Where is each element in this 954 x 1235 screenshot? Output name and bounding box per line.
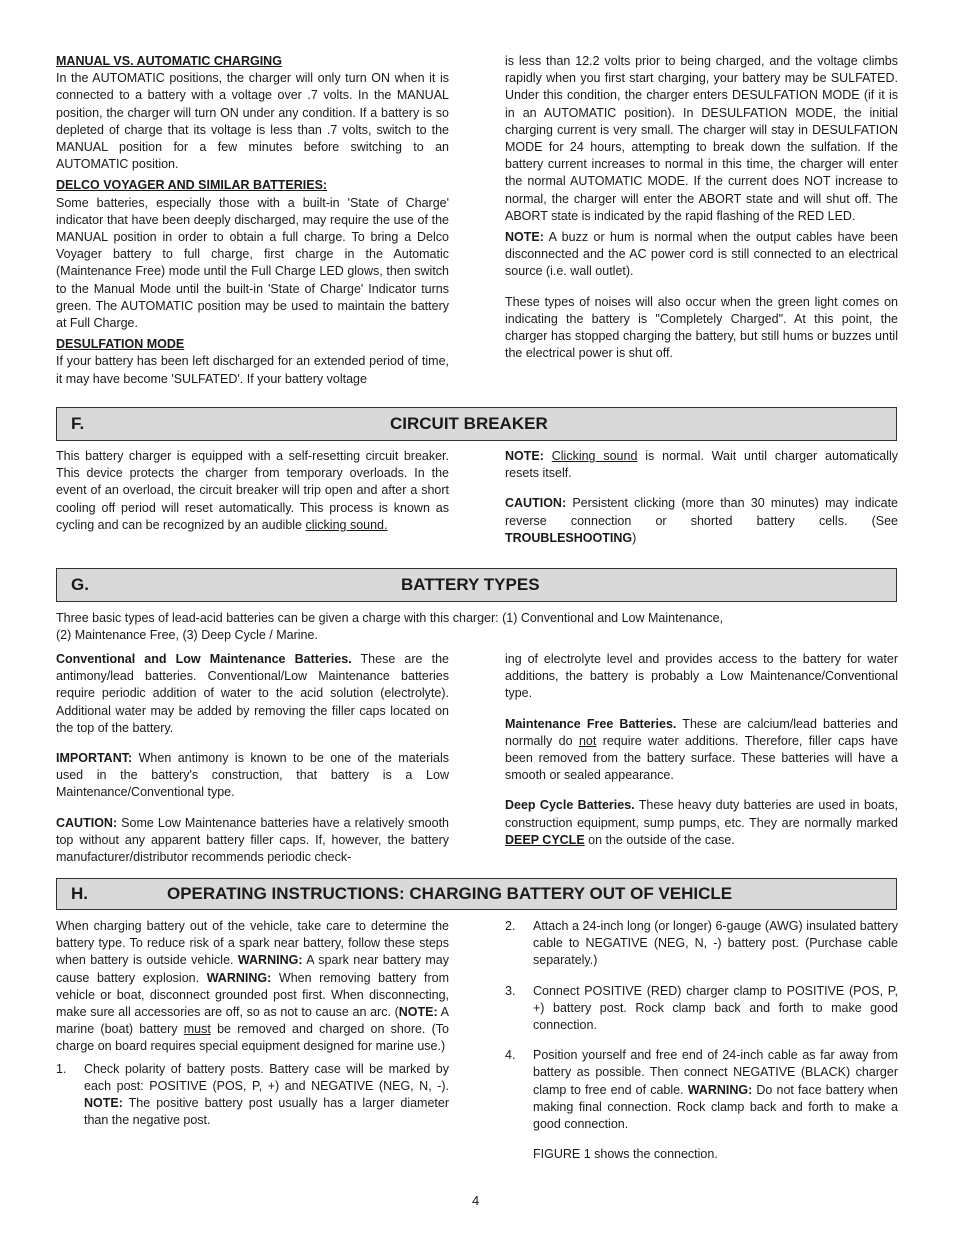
section-g-title: BATTERY TYPES	[401, 575, 540, 595]
important-label: IMPORTANT:	[56, 751, 133, 766]
intro-line-2: (2) Maintenance Free, (3) Deep Cycle / Marine.	[56, 628, 318, 643]
note-clicking-sound: Clicking sound	[551, 449, 638, 463]
marine-note-label: NOTE:	[398, 1005, 438, 1020]
step-4-warning: WARNING:	[687, 1082, 753, 1097]
desulfation-body-right: is less than 12.2 volts prior to being charged, and the voltage climbs rapidly when you first start charging, your battery may be SULFATED. Under this condition, the charger enters DESULFATION MODE (if it is in an AUTOMATIC position). In DESULFATION MODE, the initial charging current is very small. The charger will stay in DESULFATION MODE for 24 hours, attempting to break down the sulfation. If the battery current increases to normal in this time, the charger will enter the normal AUTOMATIC MODE. If the current does NOT increase to normal, the charger will enter the ABORT state and will shut off. The ABORT state is indicated by the rapid flashing of the RED LED.	[505, 54, 898, 223]
step-1-a: Check polarity of battery posts. Battery case will be marked by each post: POSITIVE (POS, P, +) and NEGATIVE (NEG, N, -).	[84, 1061, 449, 1093]
noise-note-label: NOTE:	[505, 230, 544, 245]
caution-text: Persistent clicking (more than 30 minutes) may indicate reverse connection or shorted battery cells. (See	[505, 496, 898, 528]
step-1-number: 1.	[56, 1061, 67, 1076]
troubleshooting-ref: TROUBLESHOOTING	[505, 530, 633, 545]
step-4-number: 4.	[505, 1048, 516, 1063]
section-f-title: CIRCUIT BREAKER	[390, 414, 548, 434]
note-label: NOTE:	[505, 449, 544, 463]
step-1	[56, 1061, 449, 1130]
step-3	[505, 983, 898, 1035]
dc-label: Deep Cycle Batteries.	[505, 798, 635, 813]
low-maintenance-caution	[56, 815, 449, 867]
section-f-header	[56, 407, 897, 441]
battery-types-intro	[56, 610, 856, 644]
figure-reference: FIGURE 1 shows the connection.	[533, 1147, 718, 1162]
important-note	[56, 750, 449, 802]
desulfation-heading: DESULFATION MODE	[56, 337, 185, 352]
section-f-left	[56, 448, 449, 534]
note-text: is normal. Wait until charger automatically resets itself.	[505, 449, 898, 481]
section-h-right	[505, 918, 898, 1163]
mf-not: not	[578, 733, 597, 748]
caution-end: )	[632, 530, 637, 545]
section-f-right	[505, 448, 898, 547]
intro-d: A marine (boat) battery	[56, 1005, 449, 1037]
mf-label: Maintenance Free Batteries.	[505, 716, 677, 731]
step-1-note: NOTE:	[84, 1096, 123, 1111]
mf-text-1: These are calcium/lead batteries and normally do	[505, 716, 898, 748]
intro-a: When charging battery out of the vehicle, take care to determine the battery type. To reduce risk of a spark near battery, follow these steps when battery is outside vehicle.	[56, 919, 449, 968]
conventional-label: Conventional and Low Maintenance Batteries.	[56, 652, 352, 666]
conventional-batteries	[56, 651, 449, 737]
step-2-number: 2.	[505, 919, 516, 933]
dc-text-2: on the outside of the case.	[584, 832, 735, 847]
noise-note-text: A buzz or hum is normal when the output cables have been disconnected and the AC power cord is still connected to an electrical source (i.e. wall outlet).	[505, 230, 898, 279]
step-4	[505, 1047, 898, 1133]
noise-note	[505, 229, 898, 281]
caution-label: CAUTION:	[505, 496, 567, 511]
left-column-top	[56, 53, 449, 388]
circuit-breaker-caution	[505, 495, 898, 547]
step-2	[505, 918, 898, 970]
g-caution-text: Some Low Maintenance batteries have a relatively smooth top without any apparent battery filler caps. If, however, the battery manufacturer/distributor recommends periodic check-	[56, 815, 449, 865]
intro-e: be removed and charged on shore. (To charge on board requires special equipment designed for marine use.)	[56, 1022, 449, 1054]
right-column-top	[505, 53, 898, 362]
deep-cycle-batteries	[505, 797, 898, 849]
delco-body: Some batteries, especially those with a built-in 'State of Charge' indicator that have been deeply discharged, may require the use of the MANUAL position in order to obtain a full charge. To bring a Delco Voyager battery to full charge, first charge in the Automatic (Maintenance Free) mode until the Full Charge LED glows, then switch to the Manual Mode until the built-in 'State of Charge' Indicator turns green. The AUTOMATIC position may be used to maintain the battery at Full Charge.	[56, 195, 449, 331]
step-3-number: 3.	[505, 983, 516, 998]
delco-heading: DELCO VOYAGER AND SIMILAR BATTERIES:	[56, 178, 328, 193]
circuit-breaker-note	[505, 448, 898, 482]
section-h-title: OPERATING INSTRUCTIONS: CHARGING BATTERY OUT OF VEHICLE	[167, 884, 733, 904]
step-1-text	[84, 1061, 449, 1130]
desulfation-body-left: If your battery has been left discharged for an extended period of time, it may have become 'SULFATED'. If your battery voltage	[56, 354, 449, 386]
section-h-letter: H.	[71, 884, 88, 904]
mf-text-2: require water additions. Therefore, filler caps have been removed from the battery surface. These batteries will have a smooth or sealed appearance.	[505, 733, 898, 783]
dc-text-1: These heavy duty batteries are used in boats, construction equipment, sump pumps, etc. They are normally marked	[505, 798, 898, 830]
circuit-breaker-text: This battery charger is equipped with a self-resetting circuit breaker. This device protects the charger from temporary overloads. In the event of an overload, the circuit breaker will trip open and after a short cooling off period will reset automatically. This process is known as cycling and can be recognized by an audible	[56, 449, 449, 532]
section-g-right	[505, 651, 898, 849]
step-1-b: The positive battery post usually has a larger diameter than the negative post.	[84, 1096, 449, 1128]
warning-1: WARNING:	[237, 953, 303, 968]
deep-cycle-mark: DEEP CYCLE	[505, 832, 585, 847]
section-g-header	[56, 568, 897, 602]
important-text: When antimony is known to be one of the materials used in the battery's construction, that battery is a Low Maintenance/Conventional type.	[56, 751, 449, 800]
noise-note-2: These types of noises will also occur when the green light comes on indicating the battery is "Completely Charged". At this point, the charger has stopped charging the battery, but still hums or buzzes until the electrical power is shut off.	[505, 294, 898, 361]
section-g-left	[56, 651, 449, 866]
manual-auto-heading: MANUAL VS. AUTOMATIC CHARGING	[56, 54, 282, 68]
step-4-text	[533, 1047, 898, 1133]
g-caution-label: CAUTION:	[56, 815, 118, 830]
circuit-breaker-body	[56, 448, 449, 534]
step-3-text: Connect POSITIVE (RED) charger clamp to POSITIVE (POS, P, +) battery post. Rock clamp back and forth to make good connection.	[533, 983, 898, 1033]
manual-auto-body: In the AUTOMATIC positions, the charger will only turn ON when it is connected to a battery with a voltage over .7 volts. In the MANUAL position, the charger will turn ON under any condition. If a battery is so depleted of charge that its voltage is less than .7 volts, switch to the MANUAL position for a few minutes before switching to an AUTOMATIC position.	[56, 71, 449, 172]
step-4-a: Position yourself and free end of 24-inch cable as far away from battery as possible. Then connect NEGATIVE (BLACK) charger clamp to free end of cable.	[533, 1048, 898, 1097]
section-h-header	[56, 878, 897, 910]
clicking-sound-text: clicking sound.	[305, 517, 388, 532]
intro-line-1: Three basic types of lead-acid batteries can be given a charge with this charger: (1) Conventional and Low Maintenance,	[56, 611, 724, 625]
section-g-letter: G.	[71, 575, 89, 595]
step-2-text: Attach a 24-inch long (or longer) 6-gauge (AWG) insulated battery cable to NEGATIVE (NEG, N, -) battery post. (Purchase cable separately.)	[533, 919, 898, 968]
conventional-text: These are the antimony/lead batteries. Conventional/Low Maintenance batteries require periodic addition of water to the acid solution (electrolyte). Additional water may be added by removing the filler caps located on the top of the battery.	[56, 652, 449, 735]
step-4-b: Do not face battery when making final connection. Rock clamp back and forth to make a good connection.	[533, 1082, 898, 1132]
out-of-vehicle-intro	[56, 918, 449, 1056]
section-h-left	[56, 918, 449, 1129]
page-number: 4	[472, 1193, 480, 1208]
warning-2: WARNING:	[206, 970, 272, 985]
intro-b: A spark near battery may cause battery explosion.	[56, 953, 449, 985]
caution-continued: ing of electrolyte level and provides access to the battery for water additions, the battery is probably a Low Maintenance/Conventional type.	[505, 652, 898, 701]
maintenance-free-batteries	[505, 716, 898, 785]
section-f-letter: F.	[71, 414, 85, 434]
must-text: must	[183, 1022, 211, 1037]
intro-c: When removing battery from vehicle or boat, disconnect grounded post first. When disconnecting, make sure all accessories are off, so as not to cause an arc. (	[56, 970, 450, 1020]
